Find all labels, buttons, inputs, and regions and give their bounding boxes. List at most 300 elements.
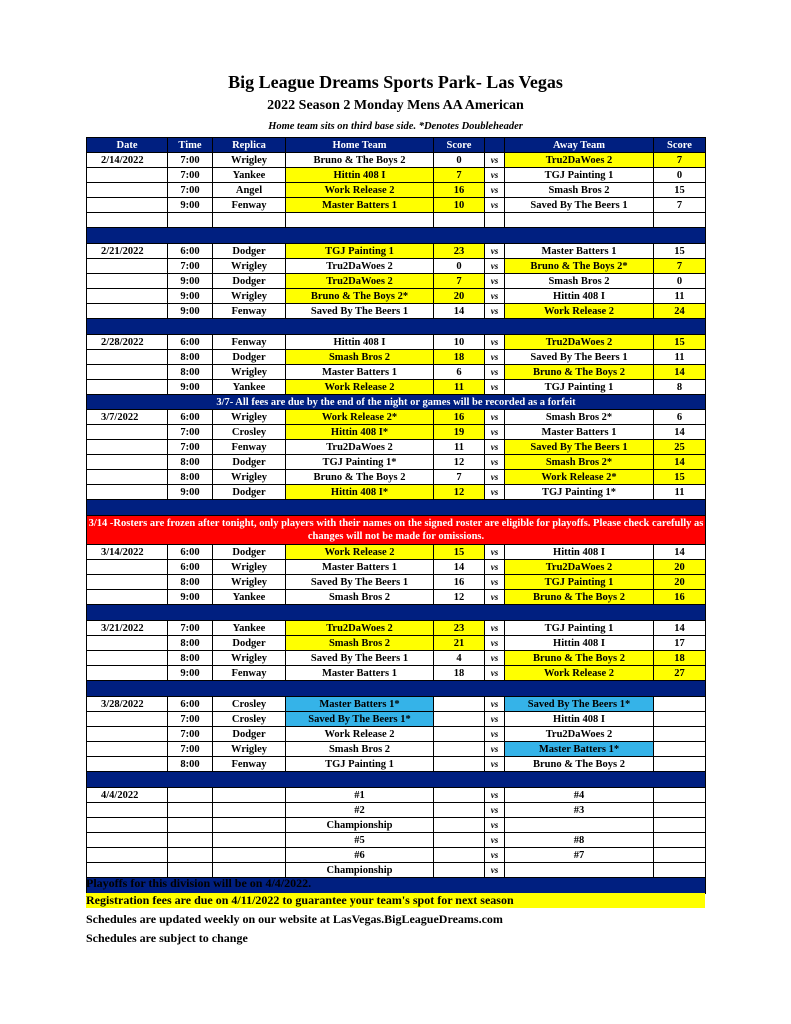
footer-registration: Registration fees are due on 4/11/2022 to guarantee your team's spot for next season: [86, 893, 705, 908]
blank-cell: [434, 213, 485, 228]
home-team-cell: Work Release 2: [286, 545, 434, 560]
date-cell: [87, 168, 168, 183]
away-team-cell: Bruno & The Boys 2*: [505, 259, 654, 274]
away-score-cell: [654, 803, 706, 818]
date-cell: [87, 350, 168, 365]
home-team-cell: Work Release 2: [286, 183, 434, 198]
time-cell: 7:00: [168, 727, 213, 742]
home-team-cell: Saved By The Beers 1*: [286, 712, 434, 727]
footer-playoffs: Playoffs for this division will be on 4/4/2022.: [86, 876, 312, 890]
away-score-cell: 14: [654, 621, 706, 636]
game-row: [87, 198, 706, 213]
date-cell: 3/14/2022: [87, 545, 168, 560]
footer-disclaimer: Schedules are subject to change: [86, 931, 248, 945]
home-team-cell: Smash Bros 2: [286, 350, 434, 365]
date-cell: [87, 304, 168, 319]
game-row: [87, 168, 706, 183]
game-row: [87, 803, 706, 818]
col-header-home-score: Score: [434, 138, 485, 153]
home-team-cell: Bruno & The Boys 2: [286, 153, 434, 168]
vs-cell: vs: [485, 651, 505, 666]
away-score-cell: 20: [654, 575, 706, 590]
separator-cell: [87, 772, 706, 788]
away-team-cell: Saved By The Beers 1: [505, 198, 654, 213]
game-row: [87, 788, 706, 803]
date-cell: [87, 485, 168, 500]
vs-cell: vs: [485, 365, 505, 380]
vs-cell: vs: [485, 274, 505, 289]
time-cell: 8:00: [168, 757, 213, 772]
date-cell: [87, 470, 168, 485]
col-header-date: Date: [87, 138, 168, 153]
field-cell: Yankee: [213, 590, 286, 605]
game-row: [87, 560, 706, 575]
away-team-cell: TGJ Painting 1: [505, 168, 654, 183]
home-score-cell: 7: [434, 274, 485, 289]
field-cell: Wrigley: [213, 410, 286, 425]
time-cell: 7:00: [168, 259, 213, 274]
time-cell: 6:00: [168, 410, 213, 425]
home-team-cell: TGJ Painting 1: [286, 244, 434, 259]
vs-cell: vs: [485, 712, 505, 727]
away-team-cell: Smash Bros 2*: [505, 410, 654, 425]
away-score-cell: 24: [654, 304, 706, 319]
game-row: [87, 425, 706, 440]
separator-row: [87, 681, 706, 697]
time-cell: 8:00: [168, 636, 213, 651]
separator-cell: [87, 500, 706, 516]
time-cell: [168, 788, 213, 803]
vs-cell: vs: [485, 590, 505, 605]
col-header-away-team: Away Team: [505, 138, 654, 153]
home-team-cell: Bruno & The Boys 2*: [286, 289, 434, 304]
vs-cell: vs: [485, 425, 505, 440]
game-row: [87, 410, 706, 425]
game-row: [87, 485, 706, 500]
home-team-cell: TGJ Painting 1: [286, 757, 434, 772]
field-cell: Dodger: [213, 455, 286, 470]
home-score-cell: 18: [434, 666, 485, 681]
home-team-cell: Hittin 408 I*: [286, 485, 434, 500]
field-cell: [213, 848, 286, 863]
game-row: [87, 350, 706, 365]
away-score-cell: 7: [654, 259, 706, 274]
home-score-cell: 20: [434, 289, 485, 304]
away-score-cell: [654, 788, 706, 803]
game-row: [87, 848, 706, 863]
game-row: [87, 636, 706, 651]
away-team-cell: Bruno & The Boys 2: [505, 757, 654, 772]
vs-cell: vs: [485, 380, 505, 395]
away-team-cell: Hittin 408 I: [505, 636, 654, 651]
date-cell: [87, 848, 168, 863]
home-team-cell: #2: [286, 803, 434, 818]
col-header-home-team: Home Team: [286, 138, 434, 153]
vs-cell: vs: [485, 575, 505, 590]
away-score-cell: 17: [654, 636, 706, 651]
date-cell: [87, 259, 168, 274]
away-team-cell: Work Release 2*: [505, 470, 654, 485]
away-team-cell: #3: [505, 803, 654, 818]
home-score-cell: 10: [434, 335, 485, 350]
home-score-cell: 0: [434, 259, 485, 274]
home-score-cell: 7: [434, 168, 485, 183]
separator-cell: [87, 681, 706, 697]
home-team-cell: Master Batters 1: [286, 198, 434, 213]
field-cell: Crosley: [213, 697, 286, 712]
vs-cell: vs: [485, 545, 505, 560]
home-team-cell: Master Batters 1: [286, 666, 434, 681]
game-row: [87, 380, 706, 395]
vs-cell: vs: [485, 410, 505, 425]
fees-notice-text: 3/7- All fees are due by the end of the night or games will be recorded as a forfeit: [87, 395, 706, 410]
date-cell: [87, 742, 168, 757]
away-team-cell: Tru2DaWoes 2: [505, 727, 654, 742]
date-cell: [87, 198, 168, 213]
away-team-cell: Bruno & The Boys 2: [505, 365, 654, 380]
away-score-cell: 25: [654, 440, 706, 455]
col-header-time: Time: [168, 138, 213, 153]
vs-cell: vs: [485, 198, 505, 213]
date-cell: [87, 757, 168, 772]
field-cell: Dodger: [213, 350, 286, 365]
home-score-cell: 14: [434, 560, 485, 575]
vs-cell: vs: [485, 560, 505, 575]
home-score-cell: 11: [434, 440, 485, 455]
away-team-cell: Hittin 408 I: [505, 712, 654, 727]
home-score-cell: 19: [434, 425, 485, 440]
home-score-cell: [434, 788, 485, 803]
field-cell: Fenway: [213, 757, 286, 772]
vs-cell: vs: [485, 470, 505, 485]
game-row: [87, 818, 706, 833]
game-row: [87, 289, 706, 304]
separator-row: [87, 319, 706, 335]
away-team-cell: Bruno & The Boys 2: [505, 651, 654, 666]
away-team-cell: Saved By The Beers 1: [505, 350, 654, 365]
vs-cell: vs: [485, 168, 505, 183]
away-score-cell: 27: [654, 666, 706, 681]
away-team-cell: #8: [505, 833, 654, 848]
away-score-cell: 20: [654, 560, 706, 575]
field-cell: Dodger: [213, 636, 286, 651]
col-header-vs: [485, 138, 505, 153]
vs-cell: vs: [485, 697, 505, 712]
home-team-cell: Work Release 2: [286, 727, 434, 742]
field-cell: Wrigley: [213, 470, 286, 485]
vs-cell: vs: [485, 727, 505, 742]
away-team-cell: Bruno & The Boys 2: [505, 590, 654, 605]
time-cell: 9:00: [168, 485, 213, 500]
home-team-cell: Hittin 408 I*: [286, 425, 434, 440]
time-cell: 8:00: [168, 350, 213, 365]
away-score-cell: 8: [654, 380, 706, 395]
home-team-cell: Smash Bros 2: [286, 742, 434, 757]
away-score-cell: [654, 727, 706, 742]
home-score-cell: 11: [434, 380, 485, 395]
roster-alert-row: [87, 516, 706, 545]
game-row: [87, 455, 706, 470]
vs-cell: vs: [485, 153, 505, 168]
field-cell: Fenway: [213, 198, 286, 213]
date-cell: [87, 440, 168, 455]
game-row: [87, 697, 706, 712]
vs-cell: vs: [485, 666, 505, 681]
blank-cell: [87, 213, 168, 228]
home-team-cell: Hittin 408 I: [286, 335, 434, 350]
time-cell: 9:00: [168, 666, 213, 681]
time-cell: 7:00: [168, 712, 213, 727]
field-cell: [213, 833, 286, 848]
home-score-cell: 16: [434, 183, 485, 198]
away-team-cell: Tru2DaWoes 2: [505, 153, 654, 168]
field-cell: Crosley: [213, 712, 286, 727]
field-cell: Wrigley: [213, 153, 286, 168]
date-cell: 3/7/2022: [87, 410, 168, 425]
date-cell: [87, 425, 168, 440]
time-cell: 9:00: [168, 274, 213, 289]
vs-cell: vs: [485, 304, 505, 319]
game-row: [87, 621, 706, 636]
date-cell: [87, 803, 168, 818]
date-cell: 4/4/2022: [87, 788, 168, 803]
time-cell: 8:00: [168, 575, 213, 590]
date-cell: [87, 818, 168, 833]
away-team-cell: Tru2DaWoes 2: [505, 560, 654, 575]
vs-cell: vs: [485, 440, 505, 455]
field-cell: Fenway: [213, 335, 286, 350]
game-row: [87, 545, 706, 560]
vs-cell: vs: [485, 455, 505, 470]
time-cell: 9:00: [168, 289, 213, 304]
date-cell: [87, 455, 168, 470]
away-team-cell: Hittin 408 I: [505, 545, 654, 560]
away-score-cell: [654, 848, 706, 863]
date-cell: [87, 636, 168, 651]
separator-cell: [87, 319, 706, 335]
time-cell: 8:00: [168, 365, 213, 380]
vs-cell: vs: [485, 244, 505, 259]
page-subtitle: 2022 Season 2 Monday Mens AA American: [267, 98, 524, 113]
field-cell: Dodger: [213, 727, 286, 742]
home-score-cell: 15: [434, 545, 485, 560]
home-team-cell: Smash Bros 2: [286, 590, 434, 605]
field-cell: Wrigley: [213, 742, 286, 757]
field-cell: [213, 818, 286, 833]
home-score-cell: [434, 848, 485, 863]
field-cell: Yankee: [213, 621, 286, 636]
vs-cell: vs: [485, 742, 505, 757]
home-team-cell: Hittin 408 I: [286, 168, 434, 183]
vs-cell: vs: [485, 788, 505, 803]
table-header-row: [87, 138, 706, 153]
away-score-cell: 14: [654, 455, 706, 470]
date-cell: [87, 365, 168, 380]
time-cell: 9:00: [168, 380, 213, 395]
home-score-cell: 6: [434, 365, 485, 380]
away-score-cell: 11: [654, 289, 706, 304]
away-team-cell: [505, 818, 654, 833]
game-row: [87, 666, 706, 681]
home-score-cell: [434, 757, 485, 772]
home-team-cell: Saved By The Beers 1: [286, 575, 434, 590]
schedule-table: [86, 137, 706, 894]
home-score-cell: 12: [434, 485, 485, 500]
field-cell: Yankee: [213, 168, 286, 183]
home-team-cell: Tru2DaWoes 2: [286, 621, 434, 636]
away-score-cell: [654, 833, 706, 848]
game-row: [87, 259, 706, 274]
away-team-cell: #7: [505, 848, 654, 863]
home-team-cell: #6: [286, 848, 434, 863]
away-team-cell: [505, 863, 654, 878]
field-cell: Wrigley: [213, 365, 286, 380]
home-team-cell: Tru2DaWoes 2: [286, 274, 434, 289]
home-score-cell: [434, 803, 485, 818]
game-row: [87, 833, 706, 848]
away-score-cell: 0: [654, 168, 706, 183]
time-cell: [168, 848, 213, 863]
roster-alert-text: 3/14 -Rosters are frozen after tonight, only players with their names on the signed roster are eligible for playoffs. Please check carefully as changes will not be made for omissions.: [87, 516, 706, 545]
time-cell: 8:00: [168, 470, 213, 485]
home-team-cell: Bruno & The Boys 2: [286, 470, 434, 485]
date-cell: [87, 666, 168, 681]
page-title: Big League Dreams Sports Park- Las Vegas: [228, 72, 563, 92]
field-cell: Fenway: [213, 304, 286, 319]
away-score-cell: [654, 712, 706, 727]
blank-cell: [213, 213, 286, 228]
game-row: [87, 742, 706, 757]
away-team-cell: Work Release 2: [505, 304, 654, 319]
schedule-body: [87, 153, 706, 894]
date-cell: [87, 712, 168, 727]
time-cell: 8:00: [168, 651, 213, 666]
date-cell: [87, 590, 168, 605]
home-score-cell: 23: [434, 244, 485, 259]
field-cell: Wrigley: [213, 575, 286, 590]
home-team-cell: Smash Bros 2: [286, 636, 434, 651]
home-team-cell: Master Batters 1: [286, 365, 434, 380]
vs-cell: vs: [485, 183, 505, 198]
game-row: [87, 183, 706, 198]
away-score-cell: [654, 742, 706, 757]
home-team-cell: Master Batters 1: [286, 560, 434, 575]
time-cell: [168, 818, 213, 833]
field-cell: Fenway: [213, 440, 286, 455]
date-cell: 2/28/2022: [87, 335, 168, 350]
vs-cell: vs: [485, 350, 505, 365]
game-row: [87, 575, 706, 590]
away-score-cell: 14: [654, 545, 706, 560]
away-team-cell: TGJ Painting 1*: [505, 485, 654, 500]
date-cell: [87, 183, 168, 198]
home-score-cell: [434, 818, 485, 833]
game-row: [87, 757, 706, 772]
away-team-cell: Smash Bros 2: [505, 274, 654, 289]
field-cell: Wrigley: [213, 651, 286, 666]
vs-cell: vs: [485, 636, 505, 651]
time-cell: 8:00: [168, 455, 213, 470]
home-score-cell: 18: [434, 350, 485, 365]
time-cell: 7:00: [168, 168, 213, 183]
home-team-cell: Work Release 2*: [286, 410, 434, 425]
separator-row: [87, 605, 706, 621]
home-team-cell: Saved By The Beers 1: [286, 651, 434, 666]
vs-cell: vs: [485, 818, 505, 833]
date-cell: 2/21/2022: [87, 244, 168, 259]
home-team-cell: Saved By The Beers 1: [286, 304, 434, 319]
blank-cell: [286, 213, 434, 228]
home-score-cell: [434, 727, 485, 742]
away-score-cell: 7: [654, 198, 706, 213]
time-cell: 6:00: [168, 244, 213, 259]
home-score-cell: 0: [434, 153, 485, 168]
vs-cell: vs: [485, 757, 505, 772]
vs-cell: vs: [485, 833, 505, 848]
date-cell: 3/21/2022: [87, 621, 168, 636]
away-team-cell: Smash Bros 2: [505, 183, 654, 198]
time-cell: 7:00: [168, 425, 213, 440]
away-team-cell: Master Batters 1: [505, 425, 654, 440]
vs-cell: vs: [485, 259, 505, 274]
separator-row: [87, 500, 706, 516]
field-cell: Dodger: [213, 485, 286, 500]
away-team-cell: Work Release 2: [505, 666, 654, 681]
time-cell: 7:00: [168, 440, 213, 455]
game-row: [87, 304, 706, 319]
game-row: [87, 335, 706, 350]
away-score-cell: 16: [654, 590, 706, 605]
date-cell: [87, 380, 168, 395]
away-team-cell: TGJ Painting 1: [505, 575, 654, 590]
col-header-replica: Replica: [213, 138, 286, 153]
footer-website: Schedules are updated weekly on our website at LasVegas.BigLeagueDreams.com: [86, 912, 503, 926]
date-cell: [87, 289, 168, 304]
home-score-cell: [434, 833, 485, 848]
home-score-cell: [434, 712, 485, 727]
game-row: [87, 244, 706, 259]
field-cell: Wrigley: [213, 289, 286, 304]
home-score-cell: 16: [434, 410, 485, 425]
time-cell: 9:00: [168, 590, 213, 605]
away-score-cell: 15: [654, 335, 706, 350]
home-team-cell: TGJ Painting 1*: [286, 455, 434, 470]
home-team-cell: Master Batters 1*: [286, 697, 434, 712]
time-cell: 9:00: [168, 198, 213, 213]
blank-cell: [505, 213, 654, 228]
home-team-cell: #1: [286, 788, 434, 803]
home-score-cell: 16: [434, 575, 485, 590]
home-score-cell: 14: [434, 304, 485, 319]
away-score-cell: [654, 697, 706, 712]
away-score-cell: [654, 757, 706, 772]
time-cell: [168, 833, 213, 848]
away-score-cell: 7: [654, 153, 706, 168]
away-team-cell: #4: [505, 788, 654, 803]
game-row: [87, 712, 706, 727]
away-score-cell: [654, 818, 706, 833]
field-cell: Dodger: [213, 545, 286, 560]
away-score-cell: 18: [654, 651, 706, 666]
time-cell: 6:00: [168, 560, 213, 575]
blank-cell: [485, 213, 505, 228]
away-score-cell: 15: [654, 470, 706, 485]
away-score-cell: 15: [654, 183, 706, 198]
time-cell: 7:00: [168, 621, 213, 636]
blank-cell: [168, 213, 213, 228]
separator-cell: [87, 605, 706, 621]
time-cell: 6:00: [168, 697, 213, 712]
